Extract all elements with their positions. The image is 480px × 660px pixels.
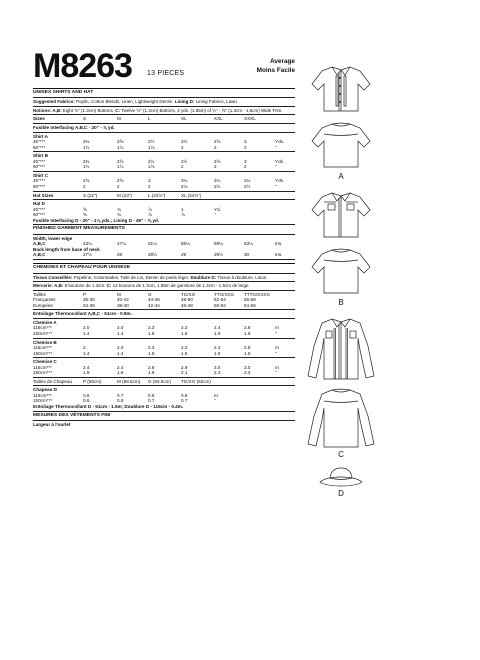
sizes-row: [33, 116, 295, 122]
table-cell: m: [275, 364, 279, 370]
table-row: [33, 184, 295, 190]
table-cell: 63¼: [244, 241, 253, 247]
divider: [33, 420, 295, 421]
pieces-count: 13 PIECES: [147, 70, 185, 77]
table-cell: 48-50: [181, 297, 193, 303]
table-cell: 56-58: [244, 297, 256, 303]
difficulty-french: Moins Facile: [256, 66, 295, 74]
table-cell: XXXL: [244, 116, 256, 122]
pattern-number: M8263: [33, 47, 132, 85]
table-cell: 1½: [83, 164, 90, 170]
shirt-a-block: [33, 134, 295, 151]
row-label: Tailles: [33, 291, 46, 297]
table-cell: 2.0: [83, 325, 90, 331]
table-cell: 1.9: [83, 370, 90, 376]
width-label: Width, lower edge: [33, 235, 73, 241]
table-cell: 1.8: [181, 330, 188, 336]
chemise-name: Chemise C: [33, 359, 57, 365]
table-cell: ¾: [117, 212, 121, 218]
mercerie: Mercerie: A,B: 8 boutons de 1.3cm. C: 12 boutons de 1.3cm, 1.85m de garniture de 1.3cm - 1.5cm de large.: [33, 283, 250, 289]
table-cell: 2.4: [117, 364, 124, 370]
chemise-a-block: [33, 320, 295, 337]
divider: [33, 411, 295, 412]
table-cell: 54-56: [244, 302, 256, 308]
table-cell: 0.8: [148, 392, 155, 398]
table-cell: 36-38: [83, 297, 95, 303]
table-cell: 1⅞: [148, 144, 155, 150]
table-cell: 2.8: [244, 345, 251, 351]
chemise-b-block: [33, 340, 295, 357]
row-label: A,B,C: [33, 252, 46, 258]
table-cell: Ins.: [275, 241, 283, 247]
table-cell: m: [275, 345, 279, 351]
table-row: [33, 164, 295, 170]
notions: Notions: A,B: Eight ½" (1.3cm) Buttons. C: Twelve ½" (1.3cm) Buttons, 2 yds. (1.85m) of ½" - ⅝" (1.3cm - 1.5cm) Wide Trim.: [33, 107, 283, 113]
table-cell: 0.6: [83, 398, 90, 404]
shirt-b-block: [33, 153, 295, 170]
table-cell: Yd.: [214, 206, 221, 212]
back-length-row: [33, 252, 295, 258]
table-cell: 28½: [148, 252, 157, 258]
table-cell: 1⅞: [117, 164, 124, 170]
divider: [33, 385, 295, 386]
french-title: CHEMISES ET CHAPEAU POUR UNISEXE: [33, 265, 131, 271]
row-label: A,B,C: [33, 241, 46, 247]
row-label: 150cm***: [33, 350, 53, 356]
table-cell: TG/XG: [181, 291, 196, 297]
divider: [33, 281, 295, 282]
view-label-c: C: [338, 450, 344, 459]
table-cell: 3¼: [244, 178, 251, 184]
table-cell: 2⅝: [117, 139, 124, 145]
table-cell: 43¼: [83, 241, 92, 247]
table-cell: ": [275, 164, 277, 170]
divider: [33, 151, 295, 152]
hat-d-drawing: [318, 466, 364, 488]
table-cell: P: [83, 291, 87, 297]
difficulty-level: [257, 58, 295, 75]
table-cell: 3.0: [244, 364, 251, 370]
row-label: 150cm***: [33, 398, 53, 404]
table-cell: 2: [244, 144, 247, 150]
divider: [33, 132, 295, 133]
row-label: 150cm***: [33, 370, 53, 376]
divider: [33, 191, 295, 192]
table-cell: 34-36: [83, 302, 95, 308]
row-label: Françaises: [33, 297, 56, 303]
divider: [33, 114, 295, 115]
table-cell: L (23⅞"): [148, 192, 166, 198]
table-cell: 0.7: [148, 398, 155, 404]
table-cell: Ins.: [275, 252, 283, 258]
table-cell: S: [83, 116, 87, 122]
table-cell: ¾: [117, 206, 121, 212]
divider: [33, 377, 295, 378]
table-cell: 3: [244, 158, 247, 164]
table-cell: 2.0: [117, 325, 124, 331]
table-cell: m: [275, 325, 279, 331]
divider: [33, 88, 295, 89]
hat-sizes-row: [33, 193, 295, 199]
table-cell: 1: [181, 206, 184, 212]
table-cell: 1.9: [148, 370, 155, 376]
table-cell: ": [275, 330, 277, 336]
table-cell: 2⅝: [83, 178, 90, 184]
table-cell: Yds.: [275, 139, 285, 145]
view-label-b: B: [338, 298, 344, 307]
table-cell: 2⅝: [117, 158, 124, 164]
table-row: [33, 212, 295, 218]
table-cell: L: [148, 116, 151, 122]
chemise-name: Chemise B: [33, 339, 57, 345]
table-cell: 3¼: [181, 178, 188, 184]
table-cell: 2.9: [181, 364, 188, 370]
entoilage-abc: Entoilage Thermocollant A,B,C - 51cm - 0.8m.: [33, 311, 132, 317]
table-cell: 40-42: [117, 297, 129, 303]
table-cell: 2⅝: [214, 158, 221, 164]
table-cell: 47¼: [117, 241, 126, 247]
table-cell: 1.4: [83, 350, 90, 356]
europeen-row: [33, 303, 295, 309]
english-title: UNISEX SHIRTS AND HAT: [33, 90, 94, 95]
shirt-b-front-drawing: [310, 190, 372, 240]
table-cell: 46-48: [181, 302, 193, 308]
divider: [33, 338, 295, 339]
entoilage-d: Entoilage Thermocollant D - 51cm - 1.5m; Doublure D - 115cm - 0.4m.: [33, 404, 184, 409]
table-cell: 1.4: [83, 330, 90, 336]
hat-d-block: [33, 201, 295, 218]
table-cell: 28: [117, 252, 123, 258]
divider: [33, 171, 295, 172]
table-cell: 2⅜: [83, 158, 90, 164]
table-cell: ⅝: [83, 212, 87, 218]
table-cell: 1.4: [117, 350, 124, 356]
divider: [33, 318, 295, 319]
table-cell: 38-40: [117, 302, 129, 308]
table-cell: S (22"): [83, 192, 98, 198]
table-cell: 2.3: [148, 325, 155, 331]
table-cell: TTG/XXG: [214, 291, 235, 297]
row-label: 45"***: [33, 158, 46, 164]
shirt-a-back-drawing: [310, 120, 372, 170]
table-cell: 1.8: [148, 330, 155, 336]
interfacing-abc: Fusible Interfacing A,B,C - 20" - ⅞ yd.: [33, 125, 115, 131]
table-cell: 55¼: [181, 241, 190, 247]
table-cell: 52-54: [214, 297, 226, 303]
table-cell: 2.0: [117, 345, 124, 351]
table-cell: 51¼: [148, 241, 157, 247]
table-cell: 30: [244, 252, 250, 258]
table-cell: 27½: [83, 252, 92, 258]
table-cell: 3: [244, 139, 247, 145]
table-cell: 3.0: [214, 364, 221, 370]
table-cell: 2⅝: [214, 139, 221, 145]
chapeau-d-block: [33, 387, 295, 404]
table-cell: ⅞: [181, 212, 185, 218]
table-cell: 29½: [214, 252, 223, 258]
table-cell: 2: [244, 164, 247, 170]
pattern-header: [33, 47, 295, 88]
table-cell: 2.3: [148, 345, 155, 351]
table-cell: 2½: [148, 139, 155, 145]
divider: [33, 234, 295, 235]
table-cell: 2½: [148, 158, 155, 164]
row-label: 115cm***: [33, 345, 52, 351]
table-cell: 2.4: [214, 345, 221, 351]
table-cell: 1.9: [214, 330, 221, 336]
table-cell: 2.8: [148, 364, 155, 370]
table-cell: 2: [214, 144, 217, 150]
table-cell: 1.9: [244, 330, 251, 336]
row-label: 45"***: [33, 178, 46, 184]
table-cell: 2.: [83, 345, 87, 351]
table-cell: 2: [181, 144, 184, 150]
table-cell: 2⅛: [181, 183, 188, 189]
table-row: [33, 145, 295, 151]
table-cell: 0.8: [181, 392, 188, 398]
row-label: 115cm***: [33, 392, 52, 398]
shirt-c-block: [33, 173, 295, 190]
divider: [33, 273, 295, 274]
table-cell: M (58.5cm): [117, 378, 141, 384]
table-cell: 1⅞: [148, 164, 155, 170]
divider: [33, 309, 295, 310]
table-cell: ": [275, 183, 277, 189]
table-cell: 2.3: [181, 325, 188, 331]
chapeau-name: Chapeau D: [33, 387, 57, 393]
shirt-c-front-drawing: [304, 316, 378, 382]
row-label: Sizes: [33, 116, 45, 122]
view-label-d: D: [338, 489, 344, 498]
table-cell: 29: [181, 252, 187, 258]
table-cell: ": [275, 144, 277, 150]
table-cell: 50-52: [214, 302, 226, 308]
shirt-name: Shirt C: [33, 172, 49, 178]
divider: [33, 259, 295, 260]
table-cell: 1⅞: [117, 144, 124, 150]
table-cell: 2½: [181, 139, 188, 145]
shirt-b-back-drawing: [310, 246, 372, 296]
table-cell: P (56cm): [83, 378, 102, 384]
mesures-title: MESURES DES VÊTEMENTS FINI: [33, 412, 111, 418]
table-cell: 2.3: [244, 370, 251, 376]
table-cell: M (23"): [117, 192, 132, 198]
table-cell: 2: [181, 164, 184, 170]
chapeau-sizes-row: [33, 379, 295, 385]
table-cell: Yds.: [275, 178, 285, 184]
table-cell: m: [214, 392, 218, 398]
table-cell: 1.9: [214, 350, 221, 356]
shirt-name: Shirt B: [33, 153, 49, 159]
table-cell: 3: [148, 178, 151, 184]
chemise-c-block: [33, 359, 295, 376]
tissus-conseilles: Tissus Conseillés: Popeline, Cotonnades, Toile de Lin, Denim de poids léger. Doublure D: Tissus à doublure, Linon.: [33, 274, 268, 280]
table-cell: TTTG/XXXG: [244, 291, 271, 297]
table-cell: XL (24½"): [181, 192, 202, 198]
table-cell: 2.8: [244, 325, 251, 331]
divider: [33, 199, 295, 200]
row-label: Tailles de Chapeau: [33, 378, 73, 384]
table-cell: Yds.: [275, 158, 285, 164]
table-cell: XL: [181, 116, 187, 122]
chemise-name: Chemise A: [33, 319, 57, 325]
largeur-label: Largeur à l'ourlet: [33, 421, 71, 427]
shirt-c-back-drawing: [304, 386, 378, 450]
table-cell: 2: [83, 183, 86, 189]
divider: [33, 290, 295, 291]
table-cell: G (60.5cm): [148, 378, 171, 384]
table-cell: M: [117, 116, 121, 122]
table-cell: 2.4: [214, 325, 221, 331]
view-label-a: A: [338, 172, 344, 181]
table-cell: XXL: [214, 116, 223, 122]
difficulty-english: Average: [270, 58, 295, 65]
table-cell: 2½: [214, 183, 221, 189]
table-cell: 2⅝: [117, 178, 124, 184]
table-cell: 44-46: [148, 297, 160, 303]
row-label: 45"***: [33, 206, 46, 212]
view-illustrations: [296, 56, 386, 496]
table-cell: 2: [148, 183, 151, 189]
table-cell: 2½: [244, 183, 251, 189]
interfacing-d: Fusible Interfacing D - 20" - 1⅛ yds.; Lining D - 45" - ⅝ yd.: [33, 217, 160, 223]
row-label: 60"***: [33, 164, 46, 170]
table-cell: ⅞: [148, 212, 152, 218]
table-cell: 0.7: [117, 392, 124, 398]
table-cell: 3¼: [214, 178, 221, 184]
table-cell: ": [275, 350, 277, 356]
shirt-name: Shirt A: [33, 133, 48, 139]
table-cell: TG/XG (62cm): [181, 378, 211, 384]
table-row: [33, 351, 295, 357]
table-cell: 1.8: [148, 350, 155, 356]
table-cell: 2.4: [83, 364, 90, 370]
table-cell: 2: [214, 164, 217, 170]
table-cell: 1.9: [244, 350, 251, 356]
table-cell: ": [214, 398, 216, 404]
divider: [33, 97, 295, 98]
row-label: 150cm***: [33, 330, 53, 336]
divider: [33, 357, 295, 358]
table-row: [33, 331, 295, 337]
table-cell: 0.6: [117, 398, 124, 404]
row-label: 60"***: [33, 212, 46, 218]
row-label: 60"***: [33, 144, 46, 150]
divider: [33, 123, 295, 124]
table-row: [33, 398, 295, 404]
table-cell: 1.8: [181, 350, 188, 356]
row-label: 60"***: [33, 183, 46, 189]
table-cell: 1½: [83, 144, 90, 150]
divider: [33, 106, 295, 107]
table-cell: G: [148, 291, 152, 297]
finished-measurements-title: FINISHED GARMENT MEASUREMENTS: [33, 226, 125, 232]
table-cell: 2.3: [214, 370, 221, 376]
table-cell: ": [275, 370, 277, 376]
table-cell: 2⅜: [83, 139, 90, 145]
table-cell: ⅝: [83, 206, 87, 212]
row-label: 45"***: [33, 139, 46, 145]
table-cell: 2: [117, 183, 120, 189]
width-row: [33, 241, 295, 247]
shirt-a-front-drawing: [310, 64, 372, 114]
back-length-label: Back length from base of neck: [33, 246, 100, 252]
table-cell: 42-44: [148, 302, 160, 308]
suggested-fabrics: Suggested Fabrics: Poplin, Cotton Blends, Linen, Lightweight Denim. Lining D: Lining Fabrics, Lawn.: [33, 99, 239, 105]
table-cell: 0.7: [181, 398, 188, 404]
row-label: Hat Sizes: [33, 192, 54, 198]
table-cell: 2.3: [181, 345, 188, 351]
table-cell: 1.4: [117, 330, 124, 336]
table-cell: 2.1: [181, 370, 188, 376]
table-cell: ⅞: [148, 206, 152, 212]
hat-name: Hat D: [33, 201, 45, 207]
yardage-column: [33, 87, 295, 427]
table-cell: M: [117, 291, 121, 297]
row-label: Européen: [33, 302, 53, 308]
table-cell: 0.6: [83, 392, 90, 398]
table-row: [33, 370, 295, 376]
row-label: 115cm***: [33, 325, 52, 331]
table-cell: 2½: [181, 158, 188, 164]
row-label: 115cm***: [33, 364, 52, 370]
table-cell: ": [214, 212, 216, 218]
table-cell: 1.9: [117, 370, 124, 376]
table-cell: 59¼: [214, 241, 223, 247]
